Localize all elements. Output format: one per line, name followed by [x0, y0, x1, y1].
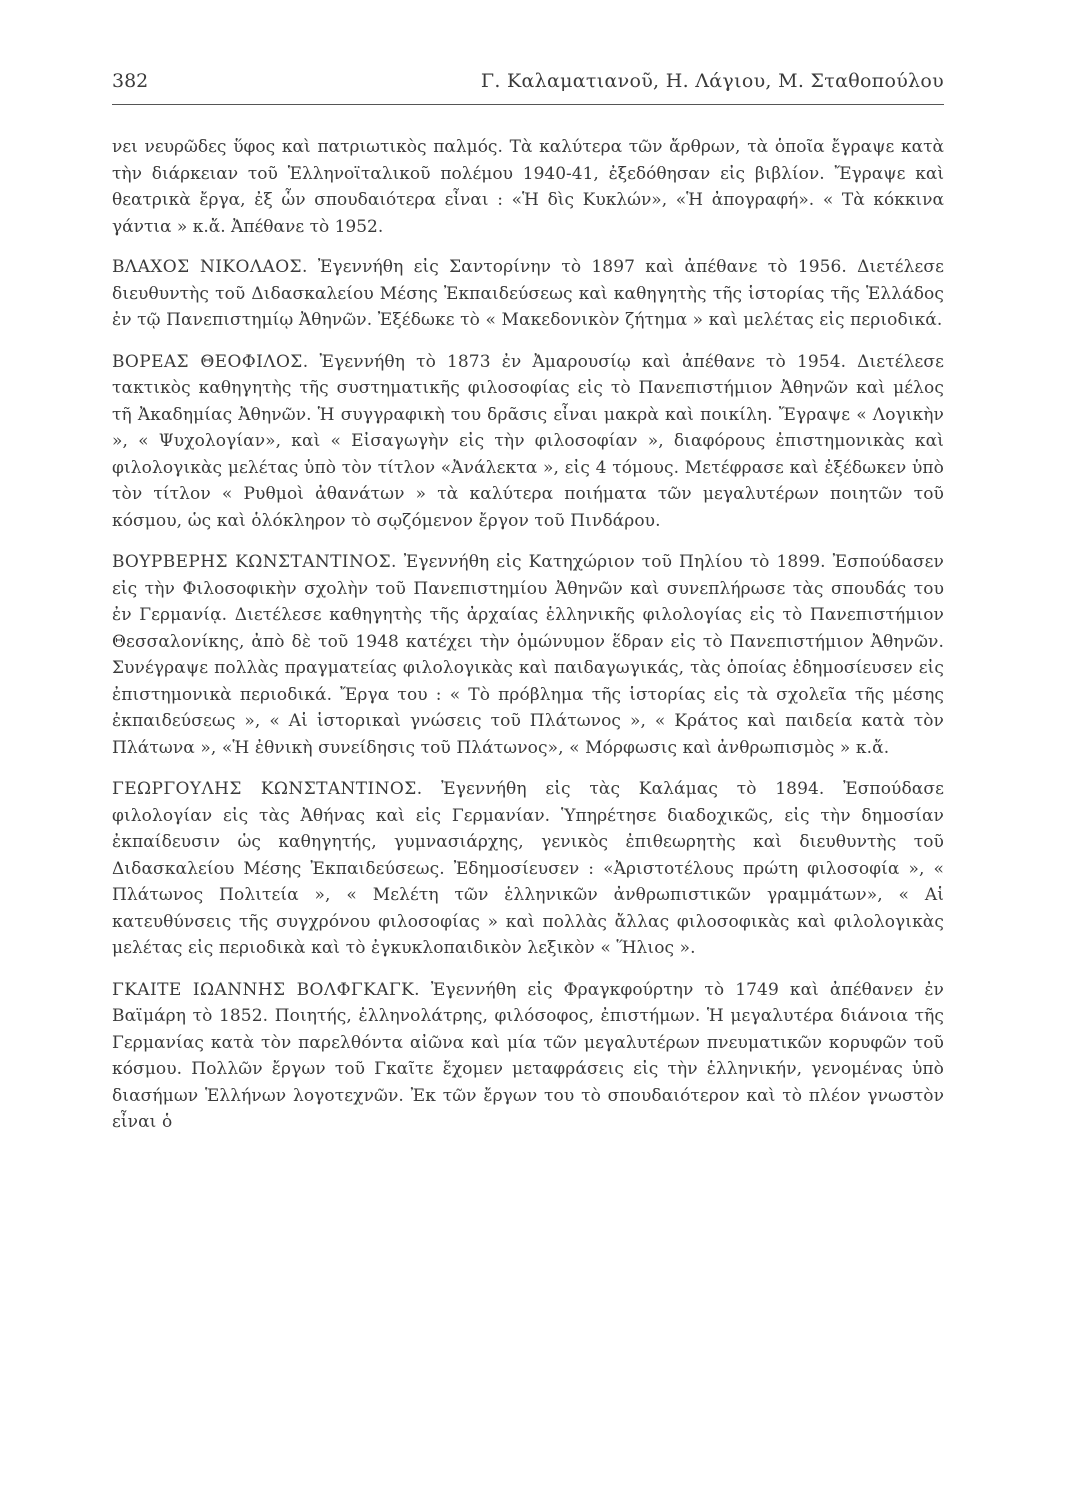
entry-name: ΒΟΡΕΑΣ ΘΕΟΦΙΛΟΣ.	[112, 351, 309, 372]
biography-entry	[112, 549, 944, 761]
entry-name: ΓΕΩΡΓΟΥΛΗΣ ΚΩΝΣΤΑΝΤΙΝΟΣ.	[112, 779, 423, 799]
page-header	[112, 64, 944, 105]
biography-entry	[112, 349, 944, 535]
entry-name: ΓΚΑΙΤΕ ΙΩΑΝΝΗΣ ΒΟΛΦΓΚΑΓΚ.	[112, 979, 420, 1000]
entry-text: Ἐγεννήθη εἰς τὰς Καλάμας τὸ 1894. Ἐσπούδασε φιλολογίαν εἰς τὰς Ἀθήνας καὶ εἰς Γερμανίαν. Ὑπηρέτησε διαδοχικῶς, εἰς τὴν δημοσίαν ἐκπαίδευσιν ὡς καθηγητής, γυμνασιάρχης, γενικὸς ἐπιθεωρητὴς καὶ διευθυντὴς τοῦ Διδασκαλείου Μέσης Ἐκπαιδεύσεως. Ἐδημοσίευσεν : «Ἀριστοτέλους πρώτη φιλοσοφία », « Πλάτωνος Πολιτεία », « Μελέτη τῶν ἑλληνικῶν ἀνθρωπιστικῶν γραμμάτων», « Αἱ κατευθύνσεις τῆς συγχρόνου φιλοσοφίας » καὶ πολλὰς ἄλλας φιλοσοφικὰς καὶ φιλολογικὰς μελέτας εἰς περιοδικὰ καὶ τὸ ἐγκυκλοπαιδικὸν λεξικὸν « Ἥλιος ».	[112, 779, 944, 958]
biography-entry	[112, 776, 944, 962]
entry-name: ΒΛΑΧΟΣ ΝΙΚΟΛΑΟΣ.	[112, 257, 308, 277]
running-head: Γ. Καλαματιανοῦ, Η. Λάγιου, Μ. Σταθοπούλου	[480, 70, 944, 92]
entry-text: Ἐγεννήθη εἰς Κατηχώριον τοῦ Πηλίου τὸ 1899. Ἐσπούδασεν εἰς τὴν Φιλοσοφικὴν σχολὴν τοῦ Πανεπιστημίου Ἀθηνῶν καὶ συνεπλήρωσε τὰς σπουδάς του ἐν Γερμανίᾳ. Διετέλεσε καθηγητὴς τῆς ἀρχαίας ἑλληνικῆς φιλολογίας εἰς τὸ Πανεπιστήμιον Θεσσαλονίκης, ἀπὸ δὲ τοῦ 1948 κατέχει τὴν ὁμώνυμον ἕδραν εἰς τὸ Πανεπιστήμιον Ἀθηνῶν. Συνέγραψε πολλὰς πραγματείας φιλολογικὰς καὶ παιδαγωγικάς, τὰς ὁποίας ἐδημοσίευσεν εἰς ἐπιστημονικὰ περιοδικά. Ἔργα του : « Τὸ πρόβλημα τῆς ἱστορίας εἰς τὰ σχολεῖα τῆς μέσης ἐκπαιδεύσεως », « Αἱ ἱστορικαὶ γνώσεις τοῦ Πλάτωνος », « Κράτος καὶ παιδεία κατὰ τὸν Πλάτωνα », «Ἡ ἐθνικὴ συνείδησις τοῦ Πλάτωνος», « Μόρφωσις καὶ ἀνθρωπισμὸς » κ.ἄ.	[112, 552, 944, 758]
biography-entry	[112, 254, 944, 334]
entry-text: Ἐγεννήθη εἰς Σαντορίνην τὸ 1897 καὶ ἀπέθανε τὸ 1956. Διετέλεσε διευθυντὴς τοῦ Διδασκαλείου Μέσης Ἐκπαιδεύσεως καὶ καθηγητὴς τῆς ἱστορίας τῆς Ἑλλάδος ἐν τῷ Πανεπιστημίῳ Ἀθηνῶν. Ἐξέδωκε τὸ « Μακεδονικὸν ζήτημα » καὶ μελέτας εἰς περιοδικά.	[112, 257, 944, 330]
biography-entry	[112, 977, 944, 1136]
page-body	[112, 134, 944, 1151]
entry-text: Ἐγεννήθη εἰς Φραγκφούρτην τὸ 1749 καὶ ἀπέθανεν ἐν Βαϊμάρη τὸ 1852. Ποιητής, ἑλληνολάτρης, φιλόσοφος, ἐπιστήμων. Ἡ μεγαλυτέρα διάνοια τῆς Γερμανίας κατὰ τὸν παρελθόντα αἰῶνα καὶ μία τῶν μεγαλυτέρων πνευματικῶν κορυφῶν τοῦ κόσμου. Πολλῶν ἔργων τοῦ Γκαῖτε ἔχομεν μεταφράσεις εἰς τὴν ἑλληνικήν, γενομένας ὑπὸ διασήμων Ἑλλήνων λογοτεχνῶν. Ἐκ τῶν ἔργων του τὸ σπουδαιότερον καὶ τὸ πλέον γνωστὸν εἶναι ὁ	[112, 979, 944, 1132]
continued-paragraph: νει νευρῶδες ὕφος καὶ πατριωτικὸς παλμός. Τὰ καλύτερα τῶν ἄρθρων, τὰ ὁποῖα ἔγραψε κατὰ τὴν διάρκειαν τοῦ Ἑλληνοϊταλικοῦ πολέμου 1940-41, ἐξεδόθησαν εἰς βιβλίον. Ἔγραψε καὶ θεατρικὰ ἔργα, ἐξ ὧν σπουδαιότερα εἶναι : «Ἡ δὶς Κυκλών», «Ἡ ἀπογραφή». « Τὰ κόκκινα γάντια » κ.ἄ. Ἀπέθανε τὸ 1952.	[112, 137, 944, 237]
entry-text: Ἐγεννήθη τὸ 1873 ἐν Ἀμαρουσίῳ καὶ ἀπέθανε τὸ 1954. Διετέλεσε τακτικὸς καθηγητὴς τῆς συστηματικῆς φιλοσοφίας εἰς τὸ Πανεπιστήμιον Ἀθηνῶν καὶ μέλος τῆ Ἀκαδημίας Ἀθηνῶν. Ἡ συγγραφικὴ του δρᾶσις εἶναι μακρὰ καὶ ποικίλη. Ἔγραψε « Λογικὴν », « Ψυχολογίαν», καὶ « Εἰσαγωγὴν εἰς τὴν φιλοσοφίαν », διαφόρους ἐπιστημονικὰς καὶ φιλολογικὰς μελέτας ὑπὸ τὸν τίτλον «Ἀνάλεκτα », εἰς 4 τόμους. Μετέφρασε καὶ ἐξέδωκεν ὑπὸ τὸν τίτλον « Ρυθμοὶ ἀθανάτων » τὰ καλύτερα ποιήματα τῶν μεγαλυτέρων ποιητῶν τοῦ κόσμου, ὡς καὶ ὁλόκληρον τὸ σῳζόμενον ἔργον τοῦ Πινδάρου.	[112, 351, 945, 531]
entry-name: ΒΟΥΡΒΕΡΗΣ ΚΩΝΣΤΑΝΤΙΝΟΣ.	[112, 552, 397, 572]
page-number: 382	[112, 70, 149, 92]
